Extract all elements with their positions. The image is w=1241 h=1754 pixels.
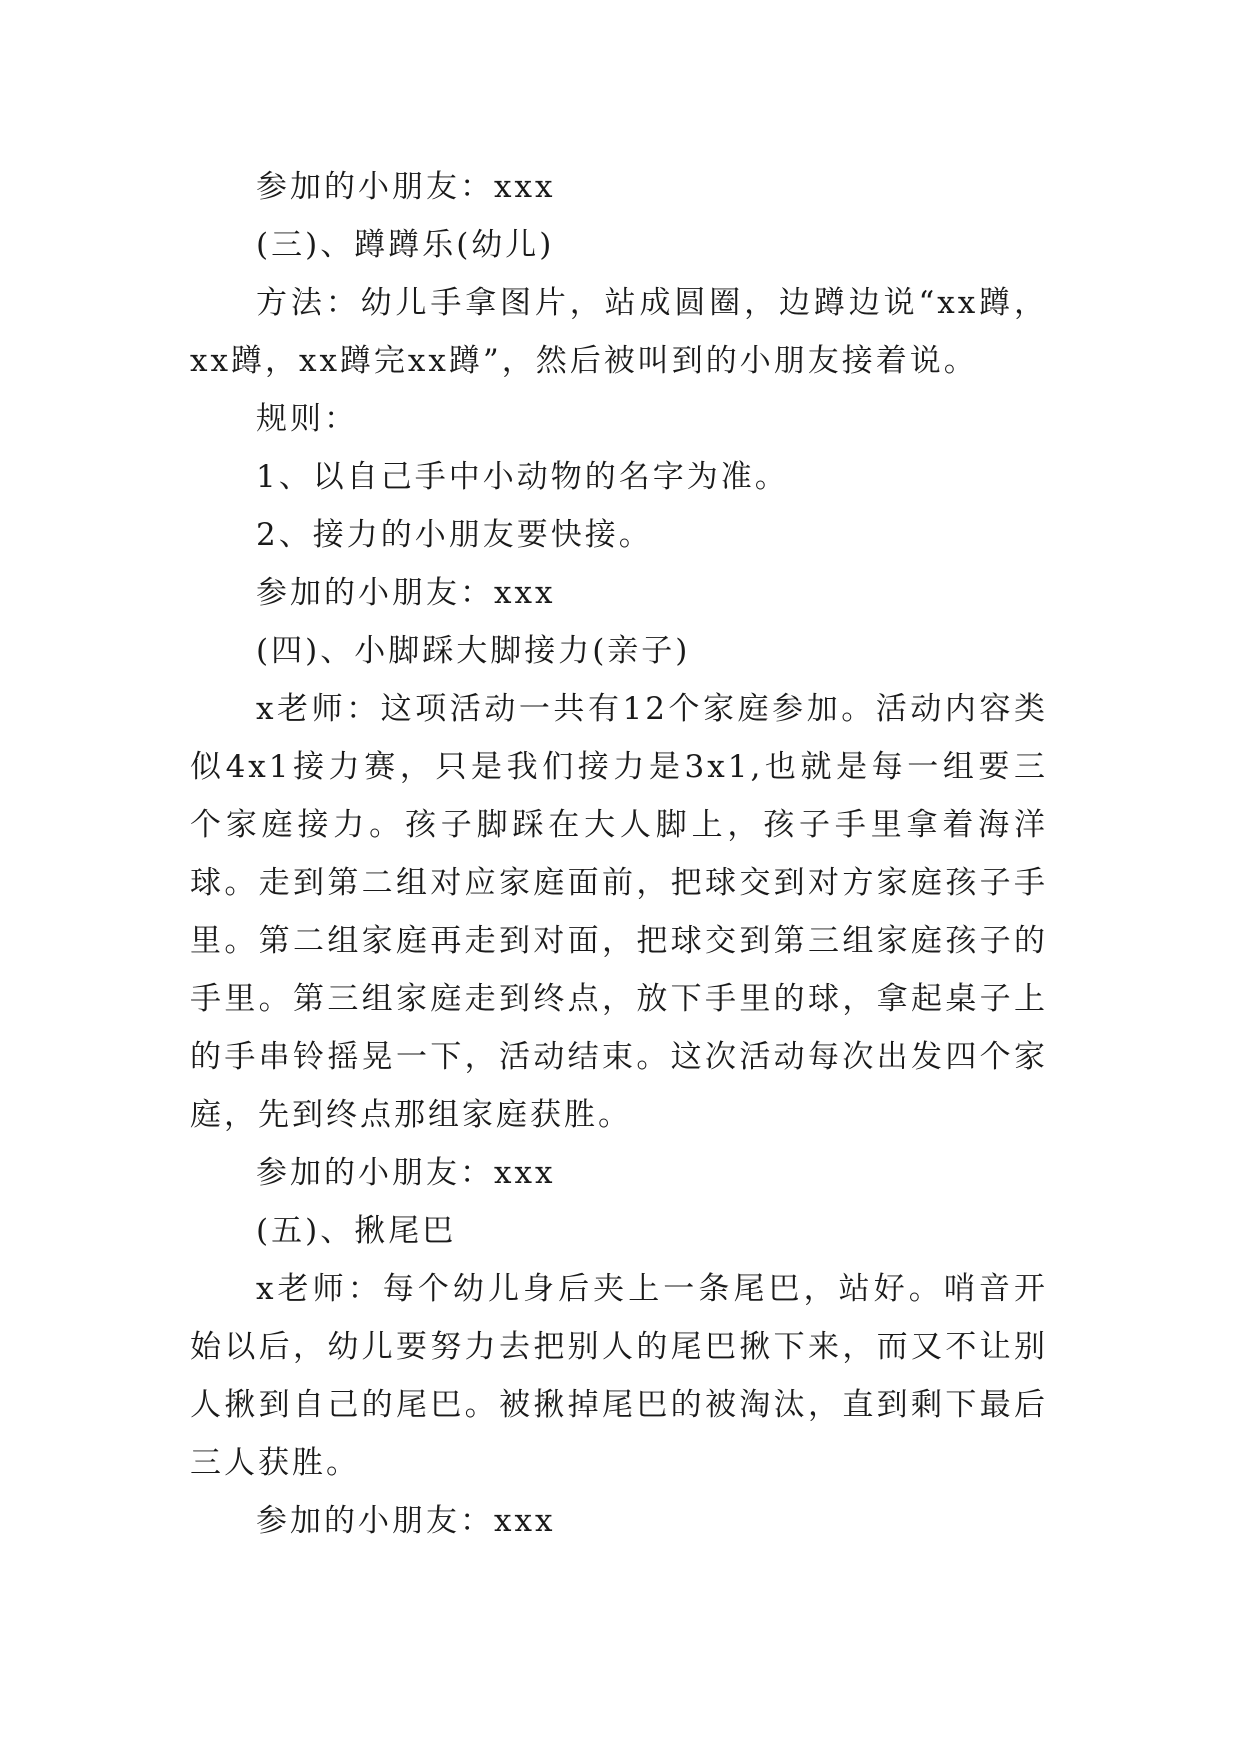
activity-description: x老师：这项活动一共有12个家庭参加。活动内容类似4x1接力赛，只是我们接力是3x1,也就是每一组要三个家庭接力。孩子脚踩在大人脚上，孩子手里拿着海洋球。走到第二组对应家庭面前，把球交到对方家庭孩子手里。第二组家庭再走到对面，把球交到第三组家庭孩子的手里。第三组家庭走到终点，放下手里的球，拿起桌子上的手串铃摇晃一下，活动结束。这次活动每次出发四个家庭，先到终点那组家庭获胜。: [190, 691, 1048, 1133]
rule-item: 1、以自己手中小动物的名字为准。: [256, 459, 789, 495]
section-heading: (五)、揪尾巴: [256, 1213, 457, 1249]
rules-label: 规则：: [256, 401, 358, 437]
participants-line: 参加的小朋友：xxx: [256, 1503, 556, 1539]
rule-item: 2、接力的小朋友要快接。: [256, 517, 653, 553]
participants-line: 参加的小朋友：xxx: [256, 575, 556, 611]
document-body: [190, 158, 1048, 1550]
method-paragraph: 方法：幼儿手拿图片，站成圆圈，边蹲边说“xx蹲，xx蹲，xx蹲完xx蹲”，然后被叫到的小朋友接着说。: [190, 285, 1048, 379]
participants-line: 参加的小朋友：xxx: [256, 1155, 556, 1191]
section-heading: (三)、蹲蹲乐(幼儿): [256, 227, 555, 263]
section-heading: (四)、小脚踩大脚接力(亲子): [256, 633, 691, 669]
activity-description: x老师：每个幼儿身后夹上一条尾巴，站好。哨音开始以后，幼儿要努力去把别人的尾巴揪下来，而又不让别人揪到自己的尾巴。被揪掉尾巴的被淘汰，直到剩下最后三人获胜。: [190, 1271, 1048, 1481]
participants-line: 参加的小朋友：xxx: [256, 169, 556, 205]
